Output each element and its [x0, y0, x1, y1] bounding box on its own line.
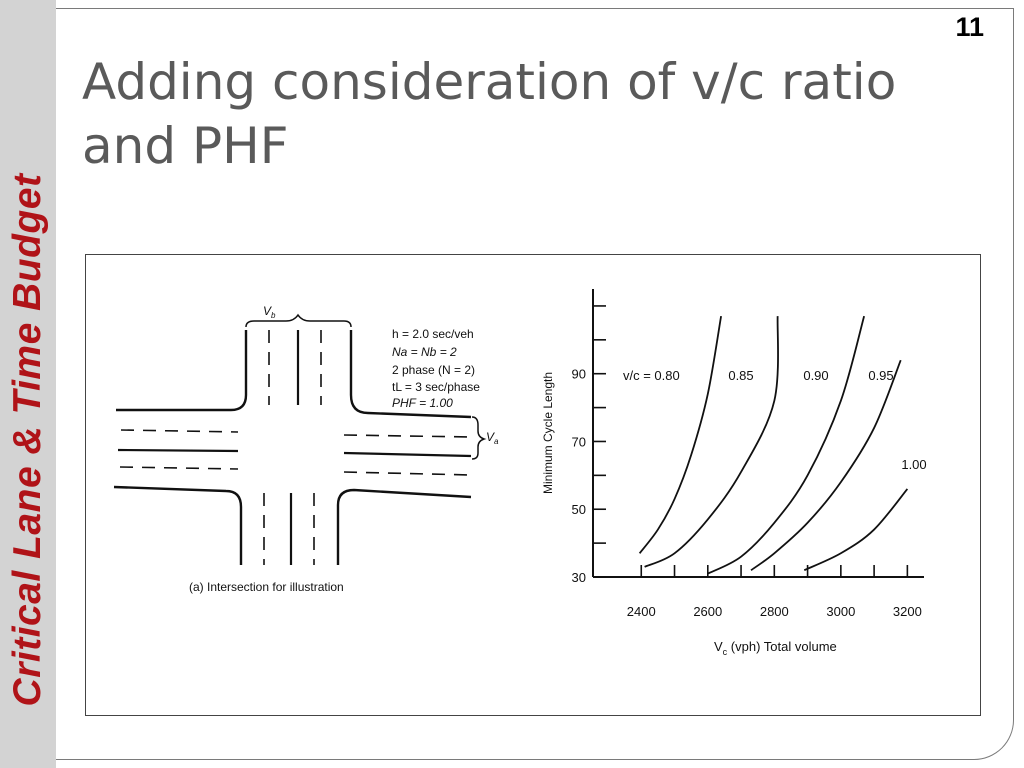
- x-tick-label: 2400: [626, 604, 656, 619]
- vb-label: $V_b$: [263, 304, 276, 320]
- slide-number: 11: [955, 12, 984, 42]
- y-tick-label: 70: [571, 434, 586, 450]
- param-lost-time: tL = 3 sec/phase: [392, 380, 480, 394]
- x-tick-label: 3200: [892, 604, 922, 619]
- series-line: [804, 489, 907, 570]
- sidebar: [0, 0, 56, 768]
- param-phases: 2 phase (N = 2): [392, 363, 476, 377]
- diagram-caption: (a) Intersection for illustration: [189, 580, 344, 594]
- y-tick-label: 30: [571, 570, 586, 585]
- va-label: $V_a$: [486, 430, 499, 446]
- sidebar-title: Critical Lane & Time Budget: [6, 173, 49, 707]
- series-label: 1.00: [901, 457, 927, 472]
- series-label: 0.90: [803, 368, 829, 383]
- page-title: Adding consideration of v/c ratio and PHF: [82, 53, 897, 175]
- series-label: 0.85: [728, 368, 754, 383]
- road-edge-sw: [114, 487, 241, 565]
- cycle-length-chart: [541, 289, 927, 657]
- x-tick-label: 3000: [826, 604, 856, 619]
- series-line: [751, 360, 901, 570]
- series-line: [708, 316, 864, 574]
- va-brace: [472, 417, 484, 459]
- series-line: [645, 316, 778, 567]
- param-lanes: Na = Nb = 2: [392, 345, 457, 359]
- y-axis-label: Minimum Cycle Length: [541, 371, 555, 495]
- x-tick-label: 2800: [759, 604, 789, 619]
- param-headway: h = 2.0 sec/veh: [392, 327, 474, 341]
- vb-brace: [246, 315, 351, 327]
- parameter-list: [392, 327, 480, 410]
- series-label: 0.95: [868, 368, 894, 383]
- figure-canvas: [86, 255, 980, 715]
- x-tick-label: 2600: [693, 604, 723, 619]
- param-phf: PHF = 1.00: [392, 396, 453, 410]
- road-edge-nw: [116, 330, 246, 410]
- road-edge-se: [338, 490, 471, 565]
- figure-box: [85, 254, 981, 716]
- y-tick-label: 50: [571, 502, 586, 518]
- y-tick-label: 90: [571, 366, 586, 382]
- x-axis-label: $V_c$ (vph) Total volume: [714, 639, 837, 657]
- series-label: v/c = 0.80: [623, 368, 680, 383]
